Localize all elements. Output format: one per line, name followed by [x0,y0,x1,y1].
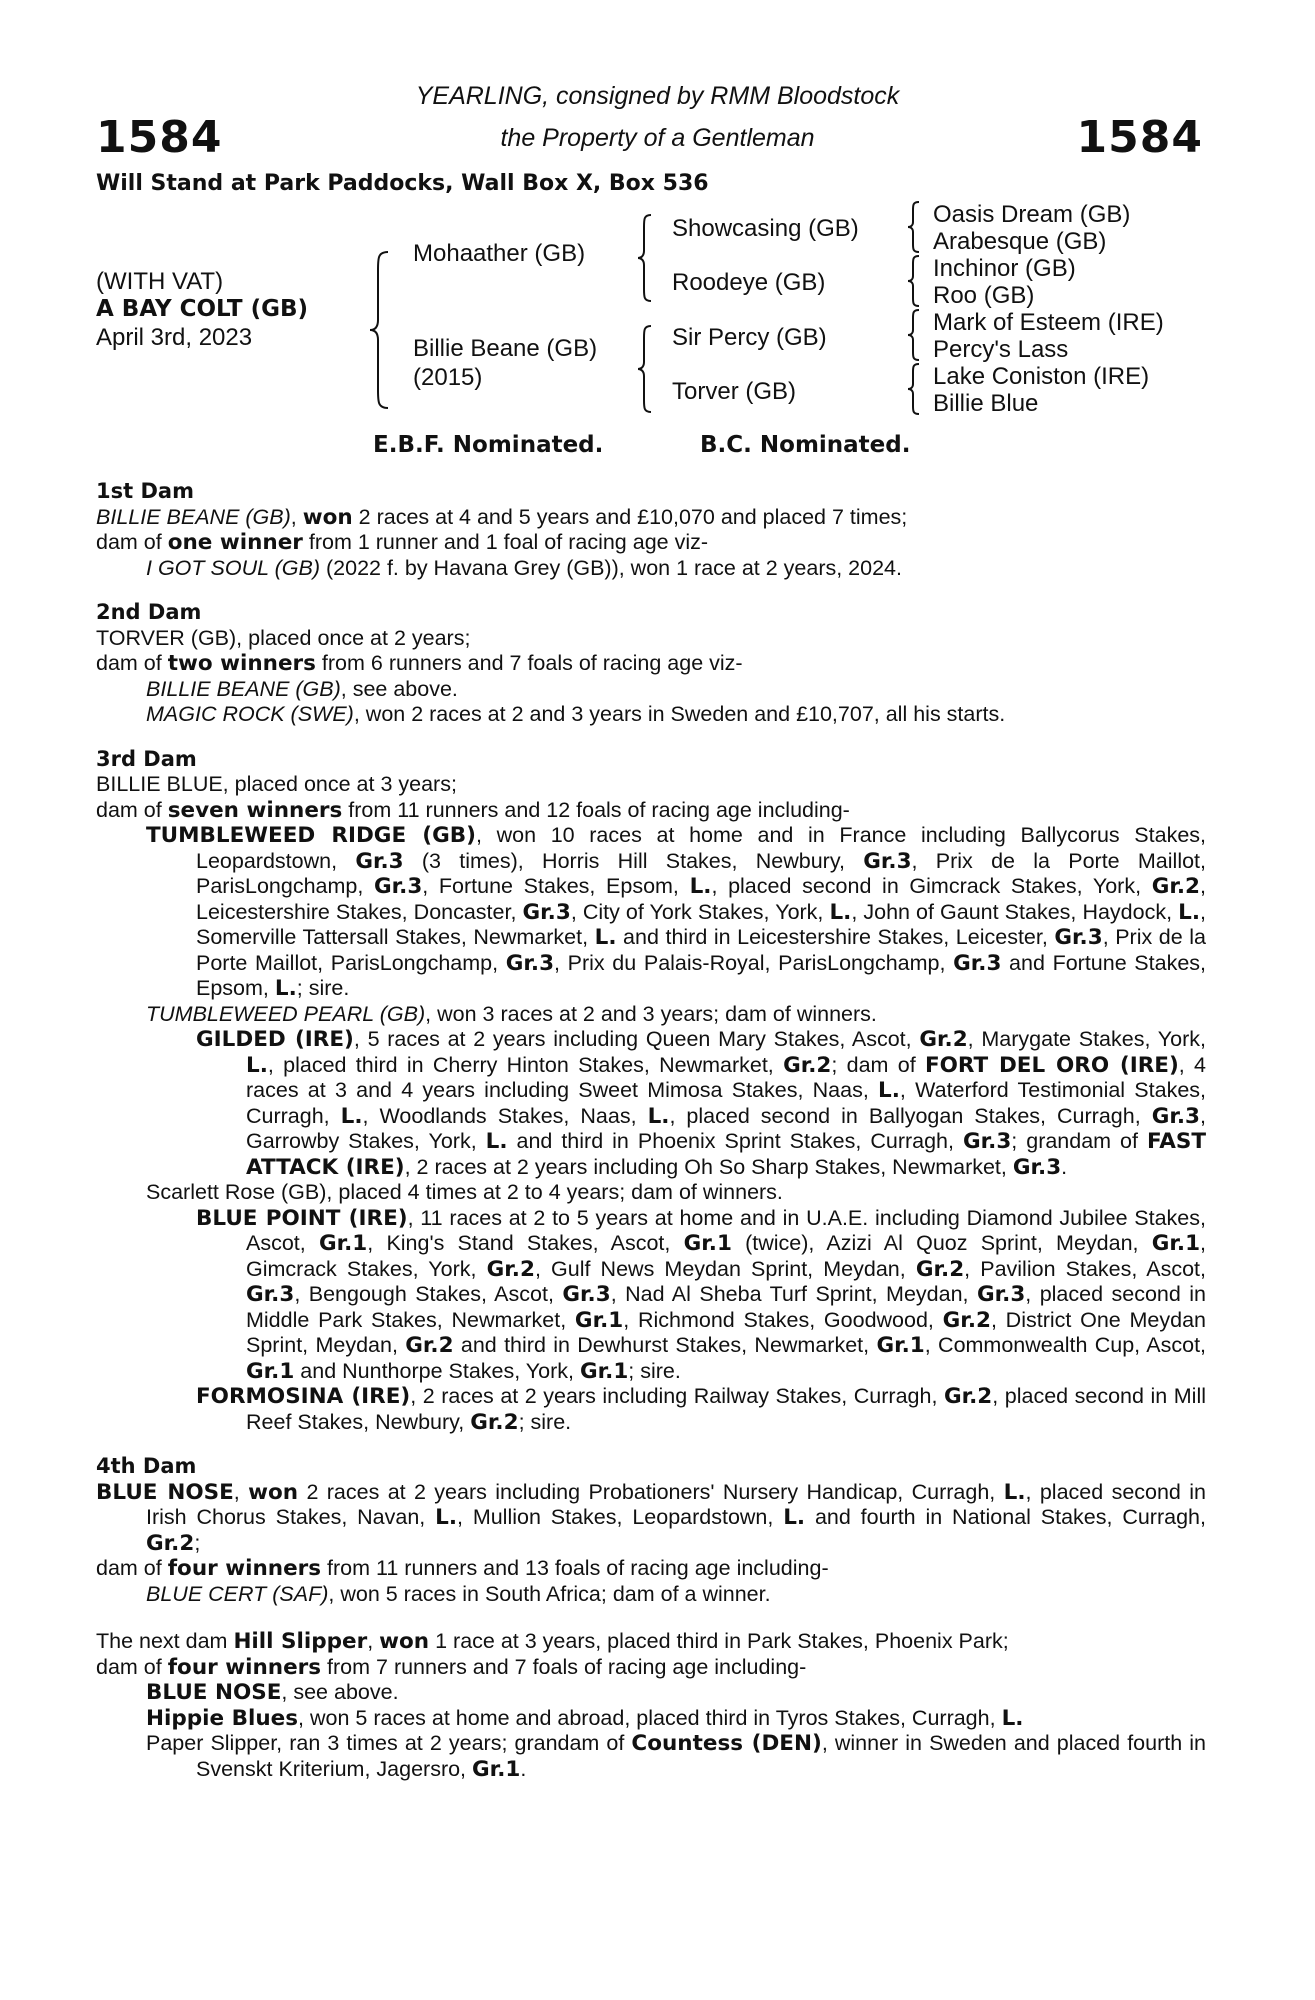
pedigree-brace-ggp2 [906,254,922,308]
second-dam-produce: dam of two winners from 6 runners and 7 foals of racing age viz- [96,651,743,676]
grandfoal-gilded: GILDED (IRE), 5 races at 2 years including Queen Mary Stakes, Ascot, Gr.2, Marygate Stakes, York, L., placed third in Cherry Hinton Stakes, Newmarket, Gr.2; dam of FORT DEL ORO (IRE), 4 races at 3 and 4 years including Sweet Mimosa Stakes, Naas, L., Waterford Testimonial Stakes, Curragh, L., Woodlands Stakes, Naas, L., placed second in Ballyogan Stakes, Curragh, Gr.3, Garrowby Stakes, York, L. and third in Phoenix Sprint Stakes, Curragh, Gr.3; grandam of FAST ATTACK (IRE), 2 races at 2 years including Oh So Sharp Stakes, Newmarket, Gr.3. [196,1027,1207,1180]
pedigree-ggp-7: Lake Coniston (IRE) [933,363,1150,390]
fourth-dam-title: 4th Dam [96,1454,197,1478]
pedigree-sire: Mohaather (GB) [413,240,586,267]
third-dam-produce: dam of seven winners from 11 runners and 12 foals of racing age including- [96,797,850,823]
grandfoal-formosina: FORMOSINA (IRE), 2 races at 2 years including Railway Stakes, Curragh, Gr.2, placed second in Mill Reef Stakes, Newbury, Gr.2; sire. [196,1384,1206,1435]
horse-name: A BAY COLT (GB) [96,296,309,322]
next-dam-foal-hippie-blues: Hippie Blues, won 5 races at home and abroad, placed third in Tyros Stakes, Curragh, L. [146,1705,1024,1731]
pedigree-sire-sire: Showcasing (GB) [672,215,859,242]
next-dam-record: The next dam Hill Slipper, won 1 race at 3 years, placed third in Park Stakes, Phoenix Park; [96,1629,1009,1654]
catalogue-body [96,479,1206,1782]
fourth-dam-produce: dam of four winners from 11 runners and 13 foals of racing age including- [96,1556,829,1581]
third-dam-foal-scarlett-rose: Scarlett Rose (GB), placed 4 times at 2 to 4 years; dam of winners. [146,1180,783,1204]
second-dam-record: TORVER (GB), placed once at 2 years; [96,625,471,650]
grandfoal-blue-point: BLUE POINT (IRE), 11 races at 2 to 5 years at home and in U.A.E. including Diamond Jubilee Stakes, Ascot, Gr.1, King's Stand Stakes, Ascot, Gr.1 (twice), Azizi Al Quoz Sprint, Meydan, Gr.1, Gimcrack Stakes, York, Gr.2, Gulf News Meydan Sprint, Meydan, Gr.2, Pavilion Stakes, Ascot, Gr.3, Bengough Stakes, Ascot, Gr.3, Nad Al Sheba Turf Sprint, Meydan, Gr.3, placed second in Middle Park Stakes, Newmarket, Gr.1, Richmond Stakes, Goodwood, Gr.2, District One Meydan Sprint, Meydan, Gr.2 and third in Dewhurst Stakes, Newmarket, Gr.1, Commonwealth Cup, Ascot, Gr.1 and Nunthorpe Stakes, York, Gr.1; sire. [196,1205,1207,1384]
ebf-nominated: E.B.F. Nominated. [373,432,604,458]
consignor-line: YEARLING, consigned by RMM Bloodstock [415,82,900,110]
pedigree-dam-sire: Sir Percy (GB) [672,324,827,351]
next-dam-foal-paper-slipper: Paper Slipper, ran 3 times at 2 years; grandam of Countess (DEN), winner in Sweden and placed fourth in Svenskt Kriterium, Jagersro, Gr.1. [146,1731,1206,1782]
stand-location: Will Stand at Park Paddocks, Wall Box X, Box 536 [96,171,709,196]
third-dam-foal-tumbleweed-ridge: TUMBLEWEED RIDGE (GB), won 10 races at home and in France including Ballycorus Stakes, Leopardstown, Gr.3 (3 times), Horris Hill Stakes, Newbury, Gr.3, Prix de la Porte Maillot, ParisLongchamp, Gr.3, Fortune Stakes, Epsom, L., placed second in Gimcrack Stakes, York, Gr.2, Leicestershire Stakes, Doncaster, Gr.3, City of York Stakes, York, L., John of Gaunt Stakes, Haydock, L., Somerville Tattersall Stakes, Newmarket, L. and third in Leicestershire Stakes, Leicester, Gr.3, Prix de la Porte Maillot, ParisLongchamp, Gr.3, Prix du Palais-Royal, ParisLongchamp, Gr.3 and Fortune Stakes, Epsom, L.; sire. [146,823,1207,1001]
pedigree-ggp-3: Inchinor (GB) [933,255,1076,282]
pedigree-brace-sire [636,213,654,303]
pedigree-dam-dam: Torver (GB) [672,378,797,405]
second-dam-foal-2: MAGIC ROCK (SWE), won 2 races at 2 and 3 years in Sweden and £10,707, all his starts. [146,702,1006,726]
pedigree-brace-ggp1 [906,200,922,254]
pedigree-ggp-8: Billie Blue [933,390,1039,417]
pedigree-brace-dam [636,324,654,414]
pedigree-ggp-4: Roo (GB) [933,282,1035,309]
foaling-date: April 3rd, 2023 [96,324,253,351]
pedigree-ggp-6: Percy's Lass [933,336,1069,363]
second-dam-title: 2nd Dam [96,600,202,624]
fourth-dam-foal-blue-cert: BLUE CERT (SAF), won 5 races in South Africa; dam of a winner. [146,1581,771,1606]
third-dam-foal-tumbleweed-pearl: TUMBLEWEED PEARL (GB), won 3 races at 2 and 3 years; dam of winners. [146,1001,877,1026]
pedigree-brace-ggp3 [906,308,922,362]
pedigree-sire-dam: Roodeye (GB) [672,269,826,296]
first-dam-record: BILLIE BEANE (GB), won 2 races at 4 and 5 years and £10,070 and placed 7 times; [96,504,908,530]
next-dam-produce: dam of four winners from 7 runners and 7 foals of racing age including- [96,1654,807,1680]
pedigree-ggp-1: Oasis Dream (GB) [933,201,1131,228]
lot-number-left: 1584 [96,112,223,163]
first-dam-title: 1st Dam [96,479,194,503]
second-dam-foal-1: BILLIE BEANE (GB), see above. [146,676,458,701]
pedigree-brace-ggp4 [906,362,922,416]
pedigree-dam: Billie Beane (GB) [413,335,598,362]
fourth-dam-record: BLUE NOSE, won 2 races at 2 years including Probationers' Nursery Handicap, Curragh, L., placed second in Irish Chorus Stakes, Navan, L., Mullion Stakes, Leopardstown, L. and fourth in National Stakes, Curragh, Gr.2; [96,1479,1206,1556]
pedigree-brace-main [368,250,392,410]
next-dam-foal-blue-nose: BLUE NOSE, see above. [146,1680,399,1705]
lot-number-right: 1584 [1076,112,1203,163]
property-line: the Property of a Gentleman [500,124,815,152]
bc-nominated: B.C. Nominated. [700,432,911,458]
pedigree-ggp-5: Mark of Esteem (IRE) [933,309,1164,336]
vat-note: (WITH VAT) [96,268,224,295]
pedigree-dam-year: (2015) [413,364,483,391]
third-dam-title: 3rd Dam [96,746,197,771]
third-dam-record: BILLIE BLUE, placed once at 3 years; [96,772,457,796]
pedigree-ggp-2: Arabesque (GB) [933,228,1107,255]
first-dam-foal: I GOT SOUL (GB) (2022 f. by Havana Grey (GB)), won 1 race at 2 years, 2024. [146,555,902,580]
first-dam-produce: dam of one winner from 1 runner and 1 foal of racing age viz- [96,530,709,555]
